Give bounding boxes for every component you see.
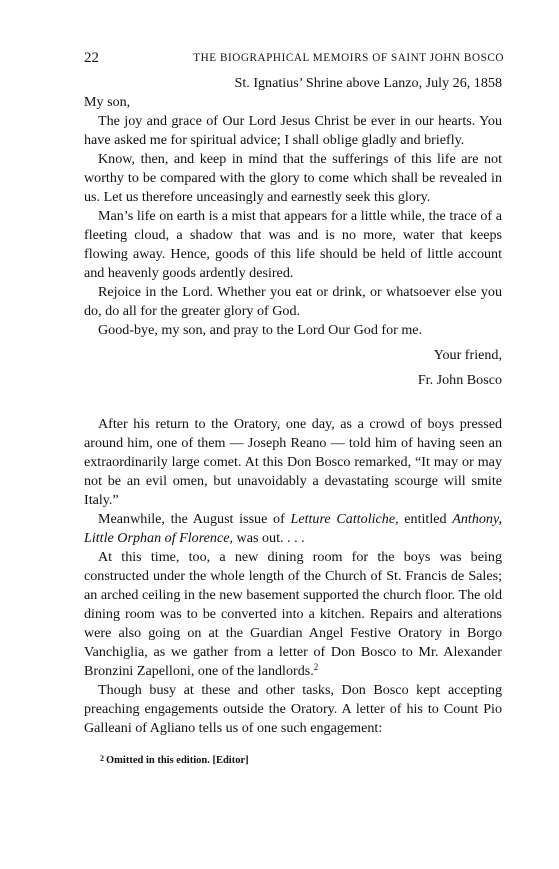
publication-title: Letture Cattoliche, bbox=[290, 511, 399, 527]
letter-dateline: St. Ignatius’ Shrine above Lanzo, July 26, 1858 bbox=[234, 75, 502, 91]
running-title: THE BIOGRAPHICAL MEMOIRS OF SAINT JOHN BOSCO bbox=[193, 52, 504, 64]
letter-closing: Your friend, bbox=[433, 347, 502, 363]
page-number: 22 bbox=[84, 50, 99, 66]
letter-paragraph: Know, then, and keep in mind that the sufferings of this life are not worthy to be compared with the glory to come which shall be revealed in us. Let us therefore unceasingly and earnestly seek this glory. bbox=[84, 151, 502, 205]
footnote-number: 2 bbox=[100, 754, 104, 763]
book-title: Anthony, Little Orphan of Florence, bbox=[84, 511, 502, 546]
footnote-reference: 2 bbox=[313, 662, 319, 672]
letter-paragraph: Rejoice in the Lord. Whether you eat or drink, or whatsoever else you do, do all for the greater glory of God. bbox=[84, 284, 502, 319]
body-paragraph: Though busy at these and other tasks, Don Bosco kept accepting preaching engagements outside the Oratory. A letter of his to Count Pio Galleani of Agliano tells us of one such engagement: bbox=[84, 682, 502, 736]
body-paragraph: After his return to the Oratory, one day, as a crowd of boys pressed around him, one of them — Joseph Reano — told him of having seen an extraordinarily large comet. At this Don Bosco remarked, “It may or may not be an evil omen, but unavoidably a devastating scourge will smite Italy.” bbox=[84, 416, 502, 508]
footnote-text: Omitted in this edition. [Editor] bbox=[106, 755, 249, 766]
section-gap bbox=[84, 390, 502, 415]
letter-paragraph: Man’s life on earth is a mist that appears for a little while, the trace of a fleeting cloud, a shadow that was and is no more, water that keeps flowing away. Hence, goods of this life should be held of little account and heavenly goods ardently desired. bbox=[84, 208, 502, 281]
letter-signature: Fr. John Bosco bbox=[417, 372, 502, 388]
letter-paragraph: Good-bye, my son, and pray to the Lord Our God for me. bbox=[98, 322, 423, 338]
letter-salutation: My son, bbox=[84, 94, 131, 110]
text-column bbox=[84, 74, 502, 768]
text-run: At this time, too, a new dining room for the boys was being constructed under the whole length of the Church of St. Francis de Sales; an arched ceiling in the new basement supported the church floor. The old dining room was to be converted into a kitchen. Repairs and alterations were also going on at the Guardian Angel Festive Oratory in Borgo Vanchiglia, as we gather from a letter of Don Bosco to Mr. Alexander Bronzini Zapelloni, one of the landlords. bbox=[84, 549, 502, 679]
letter-paragraph: The joy and grace of Our Lord Jesus Christ be ever in our hearts. You have asked me for spiritual advice; I shall oblige gladly and briefly. bbox=[84, 113, 502, 148]
text-run: entitled bbox=[398, 511, 453, 527]
text-run: Meanwhile, the August issue of bbox=[98, 511, 291, 527]
footnote bbox=[100, 752, 502, 768]
body-paragraph bbox=[84, 510, 502, 548]
text-run: was out. . . . bbox=[233, 530, 305, 546]
page-header bbox=[84, 50, 504, 68]
body-paragraph bbox=[84, 548, 502, 681]
